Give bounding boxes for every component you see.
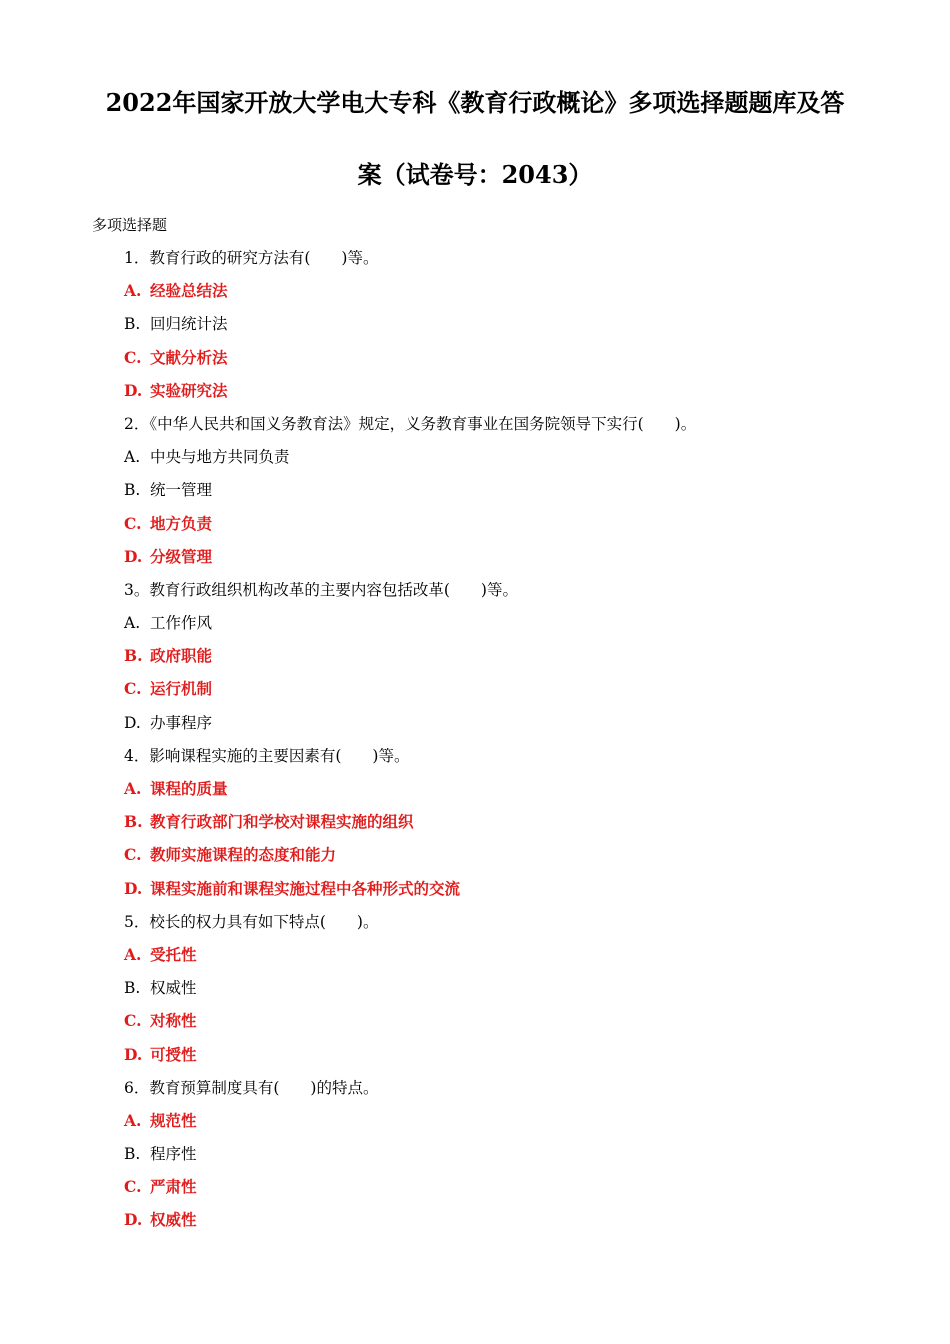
- question-stem: 5．校长的权力具有如下特点( )。: [124, 912, 379, 931]
- option-letter: A.: [124, 1110, 142, 1130]
- option: [124, 446, 904, 479]
- option-letter: A.: [124, 448, 141, 467]
- option-letter: A.: [124, 281, 142, 301]
- option-correct: [124, 513, 904, 546]
- option-text: 回归统计法: [150, 315, 228, 334]
- option-correct: [124, 1176, 904, 1209]
- section-heading: 多项选择题: [92, 216, 168, 234]
- option-letter: D.: [124, 878, 143, 898]
- option-letter: C.: [124, 1177, 142, 1197]
- option-correct: [124, 1209, 904, 1242]
- option-letter: B.: [124, 315, 141, 334]
- option-text: 课程的质量: [150, 779, 228, 798]
- option: [124, 1143, 904, 1176]
- option: [124, 313, 904, 346]
- option-text: 课程实施前和课程实施过程中各种形式的交流: [150, 878, 461, 898]
- question-stem: 3。教育行政组织机构改革的主要内容包括改革( )等。: [124, 580, 518, 599]
- option: [124, 977, 904, 1010]
- option-text: 分级管理: [150, 546, 213, 566]
- option-letter: D.: [124, 1044, 143, 1064]
- option-text: 教育行政部门和学校对课程实施的组织: [150, 812, 414, 832]
- option-text: 地方负责: [150, 513, 213, 533]
- question-list: [124, 247, 904, 1243]
- option-correct: [124, 645, 904, 678]
- option-text: 统一管理: [150, 481, 213, 500]
- option-text: 严肃性: [150, 1177, 197, 1197]
- option-correct: [124, 1110, 904, 1143]
- option-text: 运行机制: [150, 679, 213, 699]
- option-letter: C.: [124, 845, 142, 865]
- option-letter: D.: [124, 380, 143, 400]
- option-text: 权威性: [150, 979, 197, 998]
- option-text: 工作作风: [150, 614, 213, 633]
- option: [124, 712, 904, 745]
- option-text: 教师实施课程的态度和能力: [150, 845, 337, 865]
- option-correct: [124, 844, 904, 877]
- question-stem: 2．《中华人民共和国义务教育法》规定，义务教育事业在国务院领导下实行( )。: [124, 414, 697, 433]
- option-text: 权威性: [150, 1210, 197, 1230]
- option-text: 程序性: [150, 1145, 197, 1164]
- option-text: 经验总结法: [150, 281, 228, 301]
- document-title-line-1: 2022年国家开放大学电大专科《教育行政概论》多项选择题题库及答: [105, 88, 845, 117]
- option-letter: A.: [124, 779, 142, 798]
- option-correct: [124, 878, 904, 911]
- option: [124, 612, 904, 645]
- option-letter: A.: [124, 944, 142, 964]
- option-letter: A.: [124, 614, 141, 633]
- option-correct: [124, 1010, 904, 1043]
- option-letter: B.: [124, 812, 143, 832]
- option-letter: C.: [124, 513, 142, 533]
- option-text: 实验研究法: [150, 380, 228, 400]
- option-letter: B.: [124, 481, 141, 500]
- option-correct: [124, 1044, 904, 1077]
- option-text: 可授性: [150, 1044, 197, 1064]
- option-correct: [124, 546, 904, 579]
- option-correct: [124, 347, 904, 380]
- question-stem: 4．影响课程实施的主要因素有( )等。: [124, 746, 410, 765]
- option-correct: [124, 944, 904, 977]
- option-text: 文献分析法: [150, 347, 228, 367]
- option-text: 办事程序: [150, 713, 213, 732]
- option-letter: B.: [124, 646, 143, 666]
- option-letter: B.: [124, 979, 141, 998]
- option-text: 对称性: [150, 1011, 197, 1031]
- option-correct: [124, 678, 904, 711]
- option-correct: [124, 380, 904, 413]
- question-stem: 1．教育行政的研究方法有( )等。: [124, 249, 379, 267]
- option-text: 政府职能: [150, 646, 213, 666]
- option-letter: C.: [124, 1011, 142, 1031]
- option-letter: D.: [124, 713, 141, 732]
- option-correct: [124, 280, 904, 313]
- option-correct: [124, 778, 904, 811]
- option-correct: [124, 811, 904, 844]
- option-letter: C.: [124, 347, 142, 367]
- option-text: 中央与地方共同负责: [150, 448, 290, 467]
- question-stem: 6．教育预算制度具有( )的特点。: [124, 1078, 379, 1097]
- option: [124, 479, 904, 512]
- document-title-line-2: 案（试卷号：2043）: [357, 160, 593, 189]
- option-letter: C.: [124, 679, 142, 699]
- option-text: 规范性: [150, 1110, 197, 1130]
- option-letter: D.: [124, 546, 143, 566]
- option-letter: B.: [124, 1145, 141, 1164]
- option-text: 受托性: [150, 944, 197, 964]
- option-letter: D.: [124, 1210, 143, 1230]
